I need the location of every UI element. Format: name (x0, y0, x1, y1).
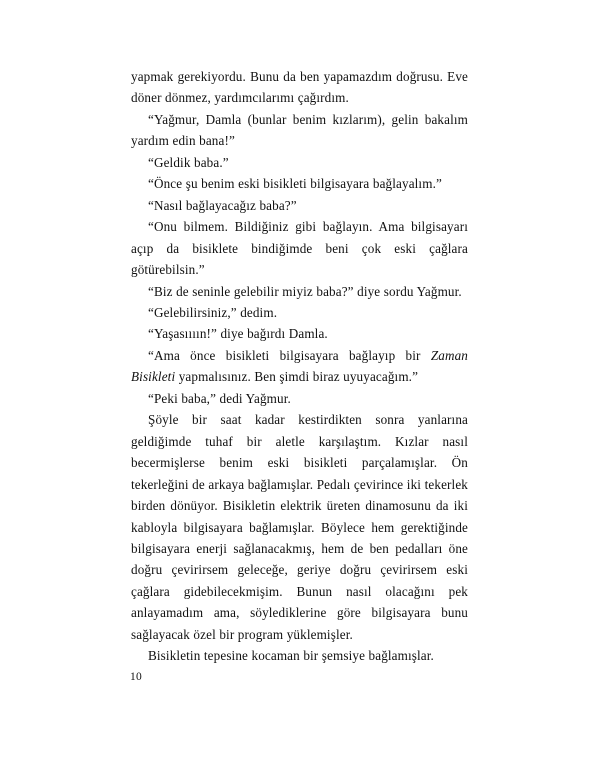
paragraph: “Geldik baba.” (148, 154, 229, 170)
paragraph: “Peki baba,” dedi Yağmur. (148, 390, 291, 406)
text-run: yapmalısınız. Ben şimdi biraz uyuyacağım.” (175, 369, 419, 385)
paragraph: “Onu bilmem. Bildiğiniz gibi bağlayın. Ama bilgisayarı açıp da bisiklete bindiğimde beni çok eski çağlara götürebilsin.” (131, 219, 468, 278)
paragraph: “Yağmur, Damla (bunlar benim kızlarım), gelin bakalım yardım edin bana!” (131, 111, 468, 149)
italic-book-title: Zaman Bisikleti (131, 347, 468, 385)
paragraph: Bisikletin tepesine kocaman bir şemsiye bağlamışlar. (148, 648, 434, 664)
paragraph: “Gelebilirsiniz,” dedim. (148, 304, 278, 320)
text-run: “Ama önce bisikleti bilgisayara bağlayıp bir (148, 347, 431, 363)
paragraph: “Yaşasıııın!” diye bağırdı Damla. (148, 326, 328, 342)
paragraph: yapmak gerekiyordu. Bunu da ben yapamazdım doğrusu. Eve döner dönmez, yardımcılarımı çağırdım. (131, 69, 468, 106)
page-number: 10 (130, 671, 142, 683)
paragraph: Şöyle bir saat kadar kestirdikten sonra yanlarına geldiğimde tuhaf bir aletle karşılaştım. Kızlar nasıl becermişlerse benim eski bisikleti parçalamışlar. Ön tekerleğini de arkaya bağlamışlar. Pedalı çevirince iki tekerlek birden dönüyor. Bisikletin elektrik üreten dinamosunu da iki kabloyla bilgisayara bağlamışlar. Böylece hem gerektiğinde bilgisayara enerji sağlanacakmış, hem de ben pedalları öne doğru çevirirsem geleceğe, geriye doğru çevirirsem eski çağlara gidebilecekmişim. Bunun nasıl olacağını pek anlayamadım ama, söylediklerine göre bilgisayara bunu sağlayacak özel bir program yüklemişler. (131, 412, 468, 642)
paragraph: “Biz de seninle gelebilir miyiz baba?” diye sordu Yağmur. (148, 283, 462, 299)
paragraph: “Önce şu benim eski bisikleti bilgisayara bağlayalım.” (148, 176, 442, 192)
paragraph-with-italic-title (131, 345, 468, 388)
body-text-block (131, 66, 468, 667)
paragraph: “Nasıl bağlayacağız baba?” (148, 197, 297, 213)
